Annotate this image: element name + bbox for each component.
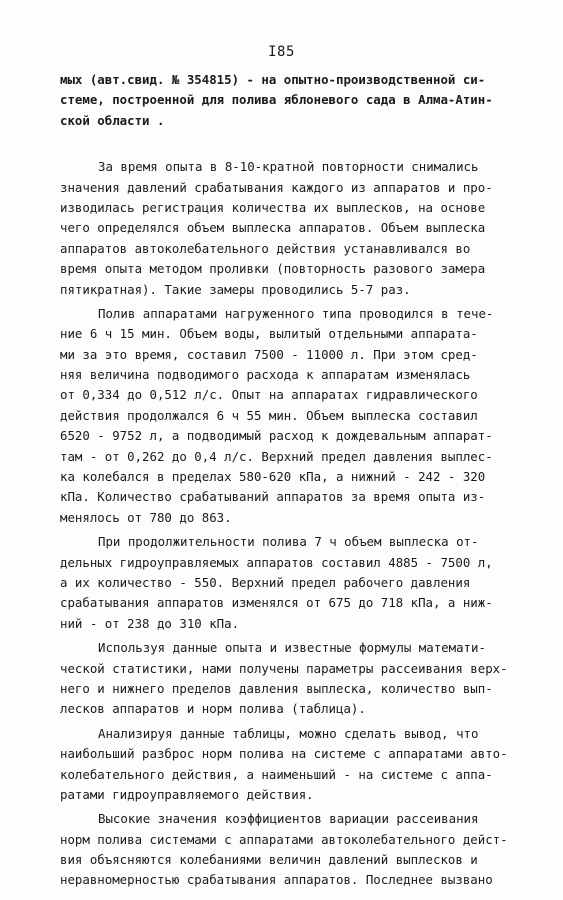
text-line: действия продолжался 6 ч 55 мин. Объем выплеска составил [60,407,478,423]
text-line: вия объясняются колебаниями величин давлений выплесков и [60,852,478,868]
text-line: 6520 - 9752 л, а подводимый расход к дождевальным аппарат- [60,428,493,444]
text-line: няя величина подводимого расхода к аппаратам изменялась [60,367,471,383]
text-line: кПа. Количество срабатываний аппаратов за время опыта из- [60,489,486,505]
text-line: За время опыта в 8-10-кратной повторности снимались [98,159,479,175]
text-line: там - от 0,262 до 0,4 л/с. Верхний предел давления выплес- [60,448,493,464]
text-line: изводилась регистрация количества их выплесков, на основе [60,199,486,215]
text-line: норм полива системами с аппаратами автоколебательного дейст- [60,831,508,847]
text-line: менялось от 780 до 863. [60,509,232,525]
text-line: ка колебался в пределах 580-620 кПа, а нижний - 242 - 320 [60,469,486,485]
text-line: колебательного действия, а наименьший - на системе с аппа- [60,766,493,782]
text-line: ской области . [60,112,165,128]
text-line: срабатывания аппаратов изменялся от 675 до 718 кПа, а ниж- [60,595,493,611]
paragraph-gap [60,131,520,157]
text-line: ческой статистики, нами получены параметры рассеивания верх- [60,660,508,676]
text-line: Высокие значения коэффициентов вариации рассеивания [98,811,479,827]
text-line: ние 6 ч 15 мин. Объем воды, вылитый отдельными аппарата- [60,326,478,342]
paragraph [60,157,520,300]
text-line: ний - от 238 до 310 кПа. [60,615,240,631]
text-line: него и нижнего пределов давления выплеска, количество вып- [60,680,493,696]
paragraph [60,724,520,806]
text-line: стеме, построенной для полива яблоневого сада в Алма-Атин- [60,92,493,108]
text-line: Полив аппаратами нагруженного типа проводился в тече- [98,305,494,321]
text-line: Анализируя данные таблицы, можно сделать вывод, что [98,725,479,741]
text-line: неравномерностью срабатывания аппаратов. Последнее вызвано [60,872,493,888]
text-line: лесков аппаратов и норм полива (таблица). [60,701,366,717]
text-line: наибольший разброс норм полива на системе с аппаратами авто- [60,746,508,762]
text-line: аппаратов автоколебательного действия устанавливался во [60,240,471,256]
text-line: Используя данные опыта и известные формулы математи- [98,640,486,656]
text-line: При продолжительности полива 7 ч объем выплеска от- [98,534,479,550]
text-line: ми за это время, составил 7500 - 11000 л. При этом сред- [60,346,478,362]
paragraph [60,532,520,634]
body-text [60,70,520,891]
paragraph [60,304,520,528]
paragraph [60,70,520,131]
paragraph [60,809,520,891]
text-line: мых (авт.свид. № 354815) - на опытно-производственной си- [60,72,486,87]
text-line: ратами гидроуправляемого действия. [60,786,314,802]
page-number: I85 [268,44,295,60]
text-line: дельных гидроуправляемых аппаратов составил 4885 - 7500 л, [60,554,493,570]
text-line: время опыта методом проливки (повторность разового замера [60,261,486,277]
text-line: пятикратная). Такие замеры проводились 5-7 раз. [60,281,411,297]
paragraph [60,638,520,720]
text-line: чего определялся объем выплеска аппаратов. Объем выплеска [60,220,486,236]
text-line: а их количество - 550. Верхний предел рабочего давления [60,574,471,590]
text-line: значения давлений срабатывания каждого из аппаратов и про- [60,179,493,195]
text-line: от 0,334 до 0,512 л/с. Опыт на аппаратах гидравлического [60,387,478,403]
